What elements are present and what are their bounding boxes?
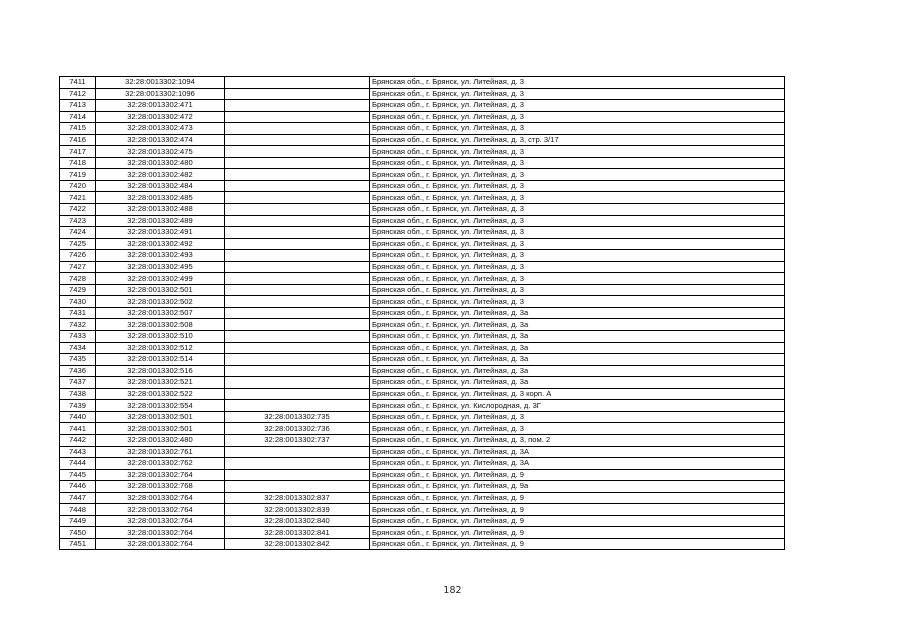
row-number-cell: 7421 — [60, 192, 96, 204]
row-number-cell: 7427 — [60, 261, 96, 273]
row-number-cell: 7435 — [60, 354, 96, 366]
register-table-body — [60, 77, 785, 550]
table-row — [60, 146, 785, 158]
address-cell: Брянская обл., г. Брянск, ул. Литейная, д. 3, стр. 3/17 — [370, 134, 785, 146]
cadastral-number-cell: 32:28:0013302:493 — [96, 250, 225, 262]
row-number-cell: 7439 — [60, 400, 96, 412]
row-number-cell: 7446 — [60, 481, 96, 493]
cadastral-number-cell: 32:28:0013302:480 — [96, 434, 225, 446]
related-cadastral-number-cell — [225, 481, 370, 493]
address-cell: Брянская обл., г. Брянск, ул. Литейная, д. 3а — [370, 365, 785, 377]
cadastral-number-cell: 32:28:0013302:485 — [96, 192, 225, 204]
address-cell: Брянская обл., г. Брянск, ул. Литейная, д. 3 — [370, 180, 785, 192]
table-row — [60, 527, 785, 539]
related-cadastral-number-cell: 32:28:0013302:736 — [225, 423, 370, 435]
related-cadastral-number-cell — [225, 169, 370, 181]
related-cadastral-number-cell: 32:28:0013302:841 — [225, 527, 370, 539]
cadastral-number-cell: 32:28:0013302:492 — [96, 238, 225, 250]
table-row — [60, 284, 785, 296]
related-cadastral-number-cell — [225, 388, 370, 400]
cadastral-number-cell: 32:28:0013302:507 — [96, 307, 225, 319]
table-row — [60, 377, 785, 389]
table-row — [60, 261, 785, 273]
row-number-cell: 7450 — [60, 527, 96, 539]
table-row — [60, 296, 785, 308]
address-cell: Брянская обл., г. Брянск, ул. Литейная, д. 3 — [370, 100, 785, 112]
cadastral-number-cell: 32:28:0013302:501 — [96, 411, 225, 423]
related-cadastral-number-cell — [225, 134, 370, 146]
related-cadastral-number-cell — [225, 261, 370, 273]
address-cell: Брянская обл., г. Брянск, ул. Литейная, д. 3 — [370, 146, 785, 158]
related-cadastral-number-cell — [225, 157, 370, 169]
address-cell: Брянская обл., г. Брянск, ул. Литейная, д. 3 — [370, 227, 785, 239]
table-row — [60, 481, 785, 493]
address-cell: Брянская обл., г. Брянск, ул. Литейная, д. 3а — [370, 377, 785, 389]
row-number-cell: 7416 — [60, 134, 96, 146]
table-row — [60, 307, 785, 319]
cadastral-number-cell: 32:28:0013302:491 — [96, 227, 225, 239]
table-row — [60, 365, 785, 377]
row-number-cell: 7424 — [60, 227, 96, 239]
related-cadastral-number-cell — [225, 319, 370, 331]
related-cadastral-number-cell — [225, 238, 370, 250]
row-number-cell: 7449 — [60, 515, 96, 527]
table-row — [60, 157, 785, 169]
related-cadastral-number-cell — [225, 400, 370, 412]
related-cadastral-number-cell: 32:28:0013302:837 — [225, 492, 370, 504]
related-cadastral-number-cell — [225, 377, 370, 389]
related-cadastral-number-cell — [225, 192, 370, 204]
row-number-cell: 7443 — [60, 446, 96, 458]
row-number-cell: 7412 — [60, 88, 96, 100]
address-cell: Брянская обл., г. Брянск, ул. Литейная, д. 3А — [370, 458, 785, 470]
cadastral-number-cell: 32:28:0013302:475 — [96, 146, 225, 158]
cadastral-number-cell: 32:28:0013302:764 — [96, 527, 225, 539]
cadastral-number-cell: 32:28:0013302:495 — [96, 261, 225, 273]
table-row — [60, 319, 785, 331]
address-cell: Брянская обл., г. Брянск, ул. Литейная, д. 3 — [370, 273, 785, 285]
address-cell: Брянская обл., г. Брянск, ул. Литейная, д. 9 — [370, 538, 785, 550]
row-number-cell: 7414 — [60, 111, 96, 123]
cadastral-number-cell: 32:28:0013302:474 — [96, 134, 225, 146]
address-cell: Брянская обл., г. Брянск, ул. Литейная, д. 3а — [370, 307, 785, 319]
table-row — [60, 250, 785, 262]
address-cell: Брянская обл., г. Брянск, ул. Литейная, д. 3 — [370, 215, 785, 227]
row-number-cell: 7448 — [60, 504, 96, 516]
cadastral-number-cell: 32:28:0013302:512 — [96, 342, 225, 354]
address-cell: Брянская обл., г. Брянск, ул. Литейная, д. 3 — [370, 157, 785, 169]
cadastral-number-cell: 32:28:0013302:761 — [96, 446, 225, 458]
cadastral-number-cell: 32:28:0013302:471 — [96, 100, 225, 112]
related-cadastral-number-cell — [225, 88, 370, 100]
cadastral-number-cell: 32:28:0013302:764 — [96, 515, 225, 527]
related-cadastral-number-cell — [225, 273, 370, 285]
table-row — [60, 192, 785, 204]
address-cell: Брянская обл., г. Брянск, ул. Литейная, д. 3 — [370, 111, 785, 123]
related-cadastral-number-cell — [225, 180, 370, 192]
table-row — [60, 434, 785, 446]
row-number-cell: 7411 — [60, 77, 96, 89]
address-cell: Брянская обл., г. Брянск, ул. Литейная, д. 3 — [370, 296, 785, 308]
table-row — [60, 180, 785, 192]
cadastral-number-cell: 32:28:0013302:521 — [96, 377, 225, 389]
related-cadastral-number-cell — [225, 146, 370, 158]
cadastral-number-cell: 32:28:0013302:508 — [96, 319, 225, 331]
table-row — [60, 388, 785, 400]
related-cadastral-number-cell — [225, 77, 370, 89]
row-number-cell: 7438 — [60, 388, 96, 400]
address-cell: Брянская обл., г. Брянск, ул. Литейная, д. 3 — [370, 77, 785, 89]
row-number-cell: 7434 — [60, 342, 96, 354]
table-row — [60, 88, 785, 100]
cadastral-number-cell: 32:28:0013302:1094 — [96, 77, 225, 89]
table-row — [60, 123, 785, 135]
address-cell: Брянская обл., г. Брянск, ул. Литейная, д. 3а — [370, 342, 785, 354]
table-row — [60, 342, 785, 354]
table-row — [60, 423, 785, 435]
address-cell: Брянская обл., г. Брянск, ул. Литейная, д. 9 — [370, 469, 785, 481]
row-number-cell: 7413 — [60, 100, 96, 112]
cadastral-number-cell: 32:28:0013302:499 — [96, 273, 225, 285]
related-cadastral-number-cell — [225, 469, 370, 481]
address-cell: Брянская обл., г. Брянск, ул. Литейная, д. 3 корп. А — [370, 388, 785, 400]
cadastral-number-cell: 32:28:0013302:516 — [96, 365, 225, 377]
table-row — [60, 458, 785, 470]
row-number-cell: 7447 — [60, 492, 96, 504]
table-row — [60, 169, 785, 181]
cadastral-number-cell: 32:28:0013302:764 — [96, 538, 225, 550]
related-cadastral-number-cell — [225, 111, 370, 123]
row-number-cell: 7419 — [60, 169, 96, 181]
address-cell: Брянская обл., г. Брянск, ул. Литейная, д. 3а — [370, 354, 785, 366]
cadastral-number-cell: 32:28:0013302:1096 — [96, 88, 225, 100]
table-row — [60, 111, 785, 123]
address-cell: Брянская обл., г. Брянск, ул. Литейная, д. 3 — [370, 204, 785, 216]
related-cadastral-number-cell: 32:28:0013302:839 — [225, 504, 370, 516]
table-row — [60, 204, 785, 216]
cadastral-number-cell: 32:28:0013302:514 — [96, 354, 225, 366]
table-row — [60, 215, 785, 227]
cadastral-number-cell: 32:28:0013302:480 — [96, 157, 225, 169]
page-number: 182 — [443, 585, 462, 596]
address-cell: Брянская обл., г. Брянск, ул. Литейная, д. 3 — [370, 123, 785, 135]
table-row — [60, 400, 785, 412]
related-cadastral-number-cell: 32:28:0013302:737 — [225, 434, 370, 446]
related-cadastral-number-cell — [225, 204, 370, 216]
row-number-cell: 7420 — [60, 180, 96, 192]
cadastral-number-cell: 32:28:0013302:554 — [96, 400, 225, 412]
cadastral-number-cell: 32:28:0013302:473 — [96, 123, 225, 135]
table-row — [60, 411, 785, 423]
cadastral-number-cell: 32:28:0013302:501 — [96, 423, 225, 435]
related-cadastral-number-cell — [225, 446, 370, 458]
table-row — [60, 134, 785, 146]
table-row — [60, 273, 785, 285]
address-cell: Брянская обл., г. Брянск, ул. Литейная, д. 3А — [370, 446, 785, 458]
address-cell: Брянская обл., г. Брянск, ул. Литейная, д. 3а — [370, 331, 785, 343]
row-number-cell: 7445 — [60, 469, 96, 481]
related-cadastral-number-cell — [225, 458, 370, 470]
table-row — [60, 100, 785, 112]
row-number-cell: 7418 — [60, 157, 96, 169]
related-cadastral-number-cell — [225, 307, 370, 319]
row-number-cell: 7451 — [60, 538, 96, 550]
table-row — [60, 469, 785, 481]
row-number-cell: 7442 — [60, 434, 96, 446]
address-cell: Брянская обл., г. Брянск, ул. Литейная, д. 3 — [370, 88, 785, 100]
register-table — [59, 76, 785, 550]
related-cadastral-number-cell: 32:28:0013302:840 — [225, 515, 370, 527]
row-number-cell: 7432 — [60, 319, 96, 331]
related-cadastral-number-cell — [225, 365, 370, 377]
cadastral-number-cell: 32:28:0013302:501 — [96, 284, 225, 296]
related-cadastral-number-cell — [225, 342, 370, 354]
related-cadastral-number-cell — [225, 215, 370, 227]
related-cadastral-number-cell — [225, 296, 370, 308]
related-cadastral-number-cell: 32:28:0013302:842 — [225, 538, 370, 550]
related-cadastral-number-cell — [225, 227, 370, 239]
cadastral-number-cell: 32:28:0013302:482 — [96, 169, 225, 181]
row-number-cell: 7428 — [60, 273, 96, 285]
row-number-cell: 7433 — [60, 331, 96, 343]
row-number-cell: 7426 — [60, 250, 96, 262]
related-cadastral-number-cell — [225, 354, 370, 366]
related-cadastral-number-cell — [225, 331, 370, 343]
address-cell: Брянская обл., г. Брянск, ул. Литейная, д. 3 — [370, 169, 785, 181]
row-number-cell: 7431 — [60, 307, 96, 319]
row-number-cell: 7430 — [60, 296, 96, 308]
table-row — [60, 504, 785, 516]
table-row — [60, 77, 785, 89]
related-cadastral-number-cell: 32:28:0013302:735 — [225, 411, 370, 423]
table-row — [60, 238, 785, 250]
related-cadastral-number-cell — [225, 100, 370, 112]
address-cell: Брянская обл., г. Брянск, ул. Литейная, д. 9 — [370, 492, 785, 504]
address-cell: Брянская обл., г. Брянск, ул. Литейная, д. 3а — [370, 319, 785, 331]
cadastral-number-cell: 32:28:0013302:762 — [96, 458, 225, 470]
row-number-cell: 7417 — [60, 146, 96, 158]
row-number-cell: 7441 — [60, 423, 96, 435]
row-number-cell: 7429 — [60, 284, 96, 296]
address-cell: Брянская обл., г. Брянск, ул. Литейная, д. 3 — [370, 250, 785, 262]
cadastral-number-cell: 32:28:0013302:764 — [96, 492, 225, 504]
cadastral-number-cell: 32:28:0013302:472 — [96, 111, 225, 123]
row-number-cell: 7423 — [60, 215, 96, 227]
address-cell: Брянская обл., г. Брянск, ул. Литейная, д. 9 — [370, 515, 785, 527]
address-cell: Брянская обл., г. Брянск, ул. Литейная, д. 9а — [370, 481, 785, 493]
table-row — [60, 446, 785, 458]
address-cell: Брянская обл., г. Брянск, ул. Литейная, д. 9 — [370, 527, 785, 539]
related-cadastral-number-cell — [225, 250, 370, 262]
cadastral-number-cell: 32:28:0013302:510 — [96, 331, 225, 343]
table-row — [60, 492, 785, 504]
row-number-cell: 7425 — [60, 238, 96, 250]
address-cell: Брянская обл., г. Брянск, ул. Литейная, д. 3 — [370, 261, 785, 273]
cadastral-number-cell: 32:28:0013302:502 — [96, 296, 225, 308]
related-cadastral-number-cell — [225, 284, 370, 296]
row-number-cell: 7422 — [60, 204, 96, 216]
row-number-cell: 7437 — [60, 377, 96, 389]
cadastral-number-cell: 32:28:0013302:768 — [96, 481, 225, 493]
address-cell: Брянская обл., г. Брянск, ул. Литейная, д. 3 — [370, 284, 785, 296]
cadastral-number-cell: 32:28:0013302:484 — [96, 180, 225, 192]
table-row — [60, 538, 785, 550]
table-row — [60, 515, 785, 527]
address-cell: Брянская обл., г. Брянск, ул. Литейная, д. 3 — [370, 192, 785, 204]
cadastral-number-cell: 32:28:0013302:489 — [96, 215, 225, 227]
cadastral-number-cell: 32:28:0013302:488 — [96, 204, 225, 216]
row-number-cell: 7436 — [60, 365, 96, 377]
address-cell: Брянская обл., г. Брянск, ул. Литейная, д. 3 — [370, 238, 785, 250]
row-number-cell: 7440 — [60, 411, 96, 423]
address-cell: Брянская обл., г. Брянск, ул. Литейная, д. 3 — [370, 411, 785, 423]
table-row — [60, 227, 785, 239]
table-row — [60, 354, 785, 366]
address-cell: Брянская обл., г. Брянск, ул. Кислородная, д. 3Г — [370, 400, 785, 412]
address-cell: Брянская обл., г. Брянск, ул. Литейная, д. 3, пом. 2 — [370, 434, 785, 446]
cadastral-number-cell: 32:28:0013302:764 — [96, 469, 225, 481]
cadastral-number-cell: 32:28:0013302:522 — [96, 388, 225, 400]
address-cell: Брянская обл., г. Брянск, ул. Литейная, д. 9 — [370, 504, 785, 516]
address-cell: Брянская обл., г. Брянск, ул. Литейная, д. 3 — [370, 423, 785, 435]
cadastral-number-cell: 32:28:0013302:764 — [96, 504, 225, 516]
row-number-cell: 7415 — [60, 123, 96, 135]
related-cadastral-number-cell — [225, 123, 370, 135]
row-number-cell: 7444 — [60, 458, 96, 470]
table-row — [60, 331, 785, 343]
